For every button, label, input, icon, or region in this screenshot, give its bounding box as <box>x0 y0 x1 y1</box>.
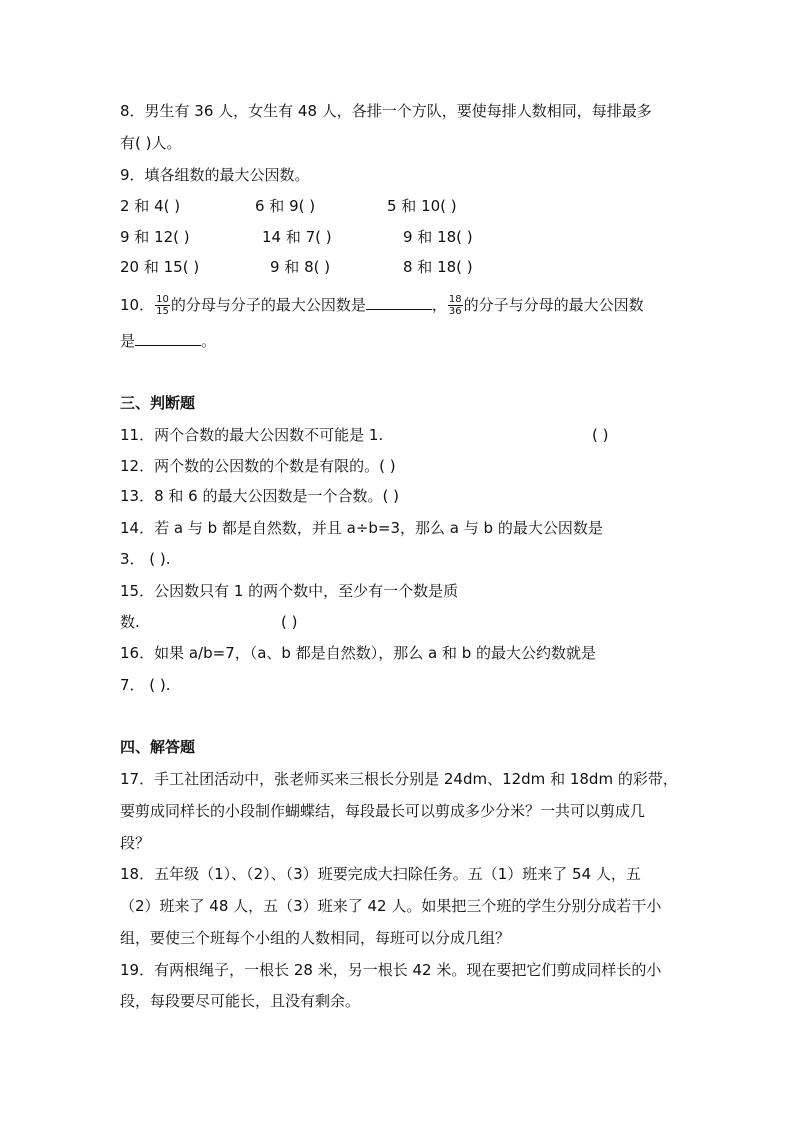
fraction-denominator: 15 <box>156 306 169 317</box>
q19-line2: 段，每段要尽可能长，且没有剩余。 <box>120 992 361 1010</box>
q10-fraction-2 <box>448 294 463 317</box>
q12-text: 12．两个数的公因数的个数是有限的。( ) <box>120 457 396 475</box>
q13-text: 13．8 和 6 的最大公因数是一个合数。( ) <box>120 487 399 505</box>
q17-line1: 17．手工社团活动中，张老师买来三根长分别是 24dm、12dm 和 18dm 的彩带， <box>120 770 678 788</box>
q19-line1: 19．有两根绳子，一根长 28 米，另一根长 42 米。现在要把它们剪成同样长的小 <box>120 961 662 979</box>
q9-r1-c2: 6 和 9( ) <box>255 197 316 215</box>
q9-r1-c3: 5 和 10( ) <box>387 197 457 215</box>
q15-answer-paren: ( ) <box>281 613 298 631</box>
q9-r3-c2: 9 和 8( ) <box>270 258 331 276</box>
q9-r2-c3: 9 和 18( ) <box>403 228 473 246</box>
q15-line1: 15．公因数只有 1 的两个数中，至少有一个数是质 <box>120 582 459 600</box>
fraction-denominator: 36 <box>448 306 462 317</box>
q14-line2: 3． ( ). <box>120 550 171 568</box>
q10-answer-blank-1[interactable] <box>366 295 432 310</box>
q9-r1-c1: 2 和 4( ) <box>120 197 181 215</box>
q10-line1 <box>120 292 644 318</box>
q15-line2: 数. <box>120 613 140 631</box>
q17-line2: 要剪成同样长的小段制作蝴蝶结，每段最长可以剪成多少分米？一共可以剪成几 <box>120 802 646 820</box>
q8-line2: 有( )人。 <box>120 134 182 152</box>
q11-answer-paren: ( ) <box>592 426 609 444</box>
q9-r3-c1: 20 和 15( ) <box>120 258 200 276</box>
q10-line2-prefix: 是 <box>120 332 136 350</box>
q10-fraction-1 <box>155 294 170 317</box>
q9-r2-c2: 14 和 7( ) <box>262 228 332 246</box>
q16-line1: 16．如果 a/b=7，（a、b 都是自然数），那么 a 和 b 的最大公约数就是 <box>120 644 597 662</box>
q10-text2: 的分子与分母的最大公因数 <box>463 296 644 314</box>
q9-r2-c1: 9 和 12( ) <box>120 228 190 246</box>
q18-line2: （2）班来了 48 人，五（3）班来了 42 人。如果把三个班的学生分别分成若干小 <box>120 897 662 915</box>
section4-heading: 四、解答题 <box>120 738 196 756</box>
q10-line2-suffix: 。 <box>201 332 217 350</box>
q16-line2: 7． ( ). <box>120 676 171 694</box>
fraction-numerator: 18 <box>448 294 462 305</box>
q10-answer-blank-2[interactable] <box>135 331 201 346</box>
q17-line3: 段？ <box>120 834 151 852</box>
fraction-numerator: 10 <box>156 294 169 305</box>
q8-line1: 8．男生有 36 人，女生有 48 人，各排一个方队，要使每排人数相同，每排最多 <box>120 102 652 120</box>
q10-text1: 的分母与分子的最大公因数是 <box>170 296 366 314</box>
q18-line1: 18．五年级（1）、（2）、（3）班要完成大扫除任务。五（1）班来了 54 人，五 <box>120 865 641 883</box>
q10-number: 10． <box>120 296 155 314</box>
q11-text: 11．两个合数的最大公因数不可能是 1. <box>120 426 384 444</box>
section3-heading: 三、判断题 <box>120 394 196 412</box>
q9-title: 9．填各组数的最大公因数。 <box>120 166 310 184</box>
q18-line3: 组，要使三个班每个小组的人数相同，每班可以分成几组？ <box>120 929 511 947</box>
q10-line2 <box>120 331 216 351</box>
q9-r3-c3: 8 和 18( ) <box>403 258 473 276</box>
q10-separator: ， <box>431 296 447 314</box>
q14-line1: 14．若 a 与 b 都是自然数，并且 a÷b=3，那么 a 与 b 的最大公因数是 <box>120 519 603 537</box>
